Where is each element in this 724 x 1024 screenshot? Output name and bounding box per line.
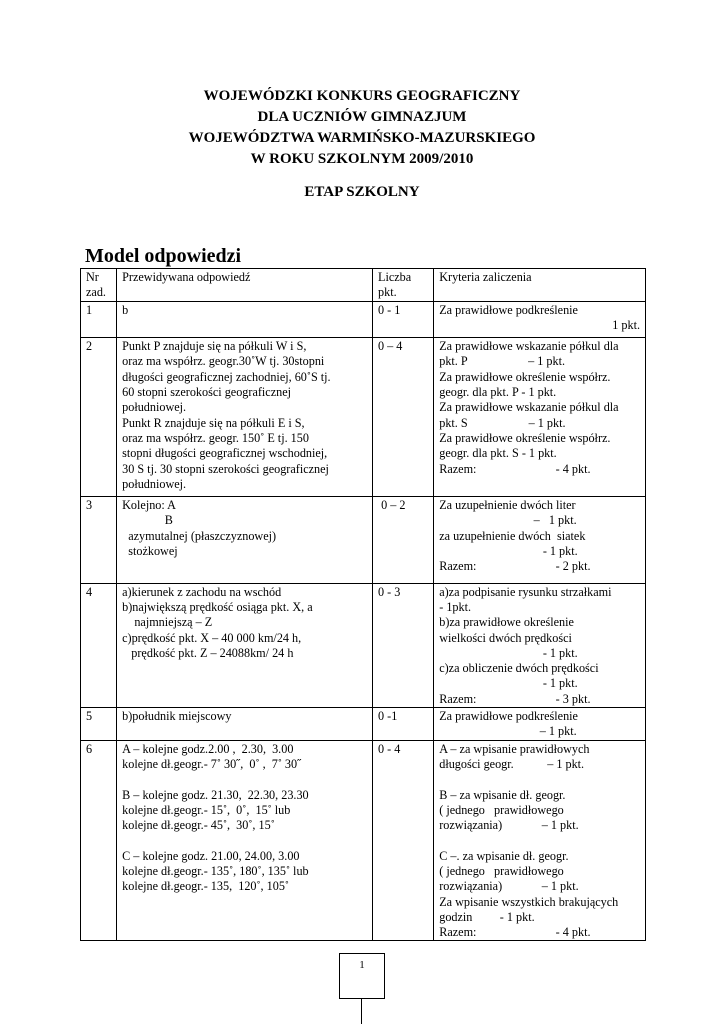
cell-line: ( jednego prawidłowego <box>439 802 564 817</box>
grading-criteria <box>434 740 646 941</box>
cell-line: 0 – 4 <box>378 339 403 354</box>
cell-line: stopni długości geograficznej wschodniej, <box>122 446 328 461</box>
points-range <box>373 497 434 583</box>
cell-line: a)za podpisanie rysunku strzałkami <box>439 584 612 599</box>
cell-line: A – za wpisanie prawidłowych <box>439 741 590 756</box>
cell-line: - 1 pkt. <box>439 676 578 691</box>
cell-line: kolejne dł.geogr.- 7˚ 30˝, 0˚ , 7˚ 30˝ <box>122 756 302 771</box>
cell-line: b <box>122 302 129 317</box>
cell-line: stożkowej <box>122 544 178 559</box>
cell-line: kolejne dł.geogr.- 45˚, 30˚, 15˚ <box>122 818 275 833</box>
cell-line: - 1pkt. <box>439 599 472 614</box>
cell-line: 5 <box>86 709 93 724</box>
cell-line: Razem: - 2 pkt. <box>439 559 591 574</box>
cell-line: - 1 pkt. <box>439 645 578 660</box>
cell-line: wielkości dwóch prędkości <box>439 630 572 645</box>
cell-line: 2 <box>86 339 93 354</box>
cell-line: południowej. <box>122 400 187 415</box>
cell-line: pkt. S – 1 pkt. <box>439 415 566 430</box>
grading-criteria <box>434 338 646 497</box>
cell-line: Punkt R znajduje się na półkuli E i S, <box>122 415 305 430</box>
cell-line: 1 <box>86 302 93 317</box>
table-row <box>81 708 646 741</box>
cell-line: B <box>122 513 173 528</box>
cell-line: b)za prawidłowe określenie <box>439 615 574 630</box>
cell-line: a)kierunek z zachodu na wschód <box>122 584 282 599</box>
header-answer: Przewidywana odpowiedź <box>117 269 373 302</box>
cell-line: kolejne dł.geogr.- 135˚, 180˚, 135˚ lub <box>122 863 309 878</box>
cell-line: C – kolejne godz. 21.00, 24.00, 3.00 <box>122 848 300 863</box>
cell-line: najmniejszą – Z <box>122 615 213 630</box>
cell-line: Za uzupełnienie dwóch liter <box>439 498 576 513</box>
cell-line: 30 S tj. 30 stopni szerokości geograficznej <box>122 461 329 476</box>
title-line-3: WOJEWÓDZTWA WARMIŃSKO-MAZURSKIEGO <box>188 130 536 146</box>
cell-line: za uzupełnienie dwóch siatek <box>439 528 586 543</box>
cell-line: 1 pkt. <box>612 317 640 332</box>
title-line-1: WOJEWÓDZKI KONKURS GEOGRAFICZNY <box>203 88 521 104</box>
cell-line: B – za wpisanie dł. geogr. <box>439 787 566 802</box>
cell-line: rozwiązania) – 1 pkt. <box>439 879 579 894</box>
cell-line: Razem: - 4 pkt. <box>439 925 591 940</box>
points-range <box>373 708 434 741</box>
points-range <box>373 740 434 941</box>
table-header-row <box>81 269 646 302</box>
title-line-4: W ROKU SZKOLNYM 2009/2010 <box>250 151 474 167</box>
cell-line: Za prawidłowe wskazanie półkul dla <box>439 400 619 415</box>
cell-line: azymutalnej (płaszczyznowej) <box>122 528 277 543</box>
cell-line <box>439 772 640 787</box>
header-nr: Nr zad. <box>81 269 117 302</box>
cell-line: A – kolejne godz.2.00 , 2.30, 3.00 <box>122 741 294 756</box>
cell-line: - 1 pkt. <box>439 544 578 559</box>
document-title <box>0 86 724 170</box>
cell-line: długości geogr. – 1 pkt. <box>439 756 585 771</box>
grading-criteria <box>434 497 646 583</box>
cell-line: 0 -1 <box>378 709 398 724</box>
cell-line: godzin - 1 pkt. <box>439 909 535 924</box>
table-row <box>81 497 646 583</box>
stage-heading: ETAP SZKOLNY <box>304 184 420 200</box>
cell-line: ( jednego prawidłowego <box>439 863 564 878</box>
cell-line: – 1 pkt. <box>439 724 577 739</box>
cell-line: Kolejno: A <box>122 498 176 513</box>
table-row <box>81 740 646 941</box>
cell-line <box>122 772 367 787</box>
expected-answer <box>117 338 373 497</box>
grading-criteria <box>434 301 646 338</box>
cell-line: oraz ma współrz. geogr.30˚W tj. 30stopni <box>122 354 325 369</box>
cell-line: B – kolejne godz. 21.30, 22.30, 23.30 <box>122 787 309 802</box>
cell-line: Za prawidłowe wskazanie półkul dla <box>439 339 619 354</box>
cell-line: Razem: - 4 pkt. <box>439 461 591 476</box>
cell-line: b)południk miejscowy <box>122 709 232 724</box>
table-row <box>81 301 646 338</box>
cell-line: b)największą prędkość osiąga pkt. X, a <box>122 599 313 614</box>
cell-line: c)prędkość pkt. X – 40 000 km/24 h, <box>122 630 302 645</box>
page-divider <box>361 998 362 1024</box>
cell-line: 6 <box>86 741 93 756</box>
section-heading: Model odpowiedzi <box>85 245 242 267</box>
points-range <box>373 338 434 497</box>
cell-line: 0 - 1 <box>378 302 401 317</box>
cell-line: długości geograficznej zachodniej, 60˚S tj. <box>122 369 331 384</box>
task-number <box>81 740 117 941</box>
header-points: Liczba pkt. <box>373 269 434 302</box>
cell-line: Za wpisanie wszystkich brakujących <box>439 894 619 909</box>
cell-line: Za prawidłowe podkreślenie <box>439 302 578 317</box>
cell-line: 0 – 2 <box>378 498 406 513</box>
expected-answer <box>117 301 373 338</box>
cell-line: geogr. dla pkt. P - 1 pkt. <box>439 385 557 400</box>
expected-answer <box>117 583 373 707</box>
task-number <box>81 338 117 497</box>
task-number <box>81 583 117 707</box>
grading-criteria <box>434 708 646 741</box>
cell-line: C –. za wpisanie dł. geogr. <box>439 848 569 863</box>
task-number <box>81 301 117 338</box>
cell-line: c)za obliczenie dwóch prędkości <box>439 661 599 676</box>
table-row <box>81 583 646 707</box>
cell-line: południowej. <box>122 476 187 491</box>
cell-line: 3 <box>86 498 93 513</box>
task-number <box>81 708 117 741</box>
cell-line: – 1 pkt. <box>439 513 577 528</box>
cell-line: kolejne dł.geogr.- 15˚, 0˚, 15˚ lub <box>122 802 291 817</box>
table-row <box>81 338 646 497</box>
expected-answer <box>117 497 373 583</box>
cell-line: 0 - 3 <box>378 584 401 599</box>
answer-key-table <box>80 268 646 941</box>
cell-line: 60 stopni szerokości geograficznej <box>122 385 292 400</box>
cell-line: oraz ma współrz. geogr. 150˚ E tj. 150 <box>122 430 309 445</box>
expected-answer <box>117 740 373 941</box>
task-number <box>81 497 117 583</box>
cell-line: Za prawidłowe określenie współrz. <box>439 430 611 445</box>
points-range <box>373 583 434 707</box>
cell-line: Punkt P znajduje się na półkuli W i S, <box>122 339 307 354</box>
expected-answer <box>117 708 373 741</box>
cell-line: 0 - 4 <box>378 741 401 756</box>
cell-line: kolejne dł.geogr.- 135, 120˚, 105˚ <box>122 879 289 894</box>
cell-line: 4 <box>86 584 93 599</box>
title-line-2: DLA UCZNIÓW GIMNAZJUM <box>257 109 467 125</box>
grading-criteria <box>434 583 646 707</box>
cell-line: prędkość pkt. Z – 24088km/ 24 h <box>122 645 294 660</box>
page-number: 1 <box>339 953 385 999</box>
cell-line: Za prawidłowe określenie współrz. <box>439 369 611 384</box>
cell-line: rozwiązania) – 1 pkt. <box>439 818 579 833</box>
points-range <box>373 301 434 338</box>
cell-line <box>439 833 640 848</box>
cell-line: pkt. P – 1 pkt. <box>439 354 566 369</box>
header-criteria: Kryteria zaliczenia <box>434 269 646 302</box>
cell-line <box>122 833 367 848</box>
cell-line: Razem: - 3 pkt. <box>439 691 591 706</box>
cell-line: geogr. dla pkt. S - 1 pkt. <box>439 446 557 461</box>
cell-line: Za prawidłowe podkreślenie <box>439 709 578 724</box>
